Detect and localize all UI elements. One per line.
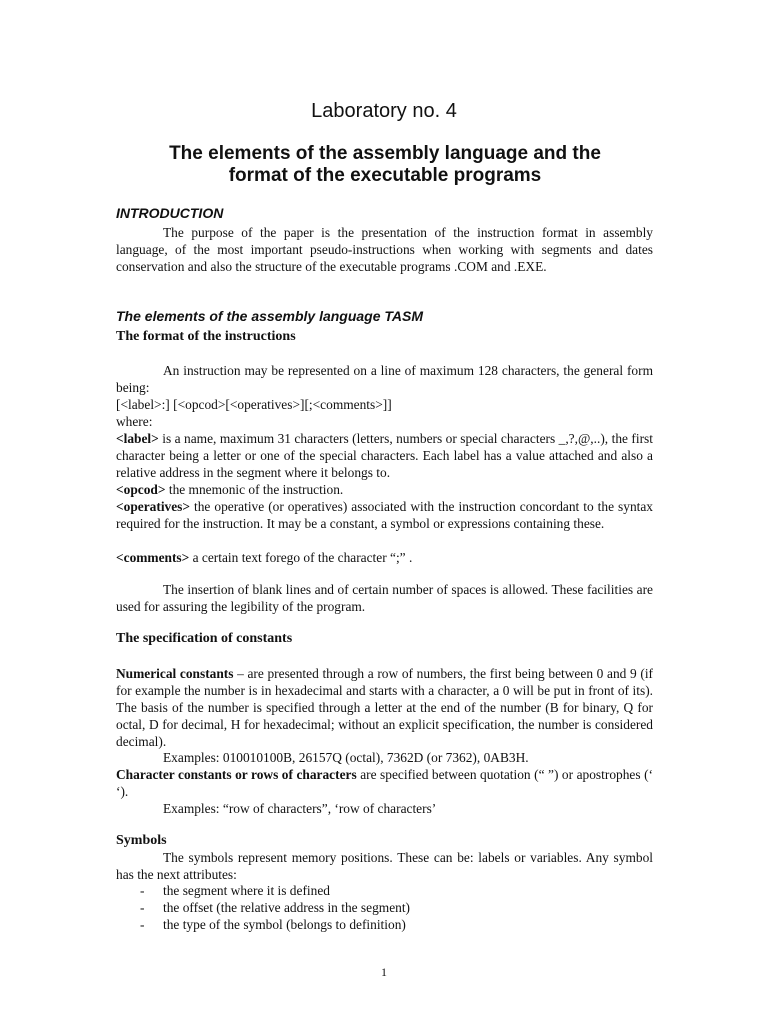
- comments-definition: [116, 549, 653, 566]
- label-definition: [116, 430, 653, 481]
- character-constants-paragraph: [116, 766, 653, 800]
- instruction-paragraph: An instruction may be represented on a line of maximum 128 characters, the general form being:: [116, 363, 653, 395]
- comments-term: <comments>: [116, 550, 190, 565]
- character-examples: Examples: “row of characters”, ‘row of characters’: [163, 801, 437, 816]
- subheading-constants: The specification of constants: [116, 631, 293, 646]
- operatives-description: the operative (or operatives) associated with the instruction concordant to the syntax required for the instruction. It may be a constant, a symbol or expressions containing these.: [116, 499, 653, 531]
- list-item: the type of the symbol (belongs to definition): [163, 917, 406, 932]
- intro-heading: INTRODUCTION: [116, 205, 224, 221]
- list-item: the segment where it is defined: [163, 883, 330, 898]
- page-number: 1: [381, 965, 387, 979]
- numerical-constants-term: Numerical constants: [116, 666, 234, 681]
- numerical-examples: Examples: 010010100B, 26157Q (octal), 7362D (or 7362), 0AB3H.: [163, 750, 529, 765]
- list-item: the offset (the relative address in the segment): [163, 900, 411, 915]
- document-subtitle: The elements of the assembly language and the format of the executable programs: [169, 143, 601, 186]
- symbols-paragraph: The symbols represent memory positions. These can be: labels or variables. Any symbol has the next attributes:: [116, 850, 653, 882]
- operatives-term: <operatives>: [116, 499, 191, 514]
- label-description: is a name, maximum 31 characters (letters, numbers or special characters _,?,@,..), the first character being a letter or one of the special characters. Each label has a value attached and also a relative address in the segment where it belongs to.: [116, 431, 653, 480]
- where-line: where:: [116, 414, 153, 429]
- opcod-term: <opcod>: [116, 482, 166, 497]
- opcod-description: the mnemonic of the instruction.: [165, 482, 344, 497]
- character-constants-description: are specified between quotation (“ ”) or apostrophes (‘ ‘).: [116, 767, 653, 799]
- subheading-instruction-format: The format of the instructions: [116, 329, 296, 344]
- operatives-definition: [116, 498, 653, 532]
- subheading-symbols: Symbols: [116, 833, 167, 848]
- character-constants-term: Character constants or rows of characters: [116, 767, 357, 782]
- blank-lines-paragraph: The insertion of blank lines and of certain number of spaces is allowed. These facilities are used for assuring the legibility of the program.: [116, 582, 653, 614]
- page-title: Laboratory no. 4: [311, 100, 457, 122]
- label-term: <label>: [116, 431, 159, 446]
- numerical-constants-paragraph: [116, 665, 653, 750]
- bullet-dash: -: [140, 883, 145, 898]
- bullet-dash: -: [140, 900, 145, 915]
- numerical-constants-description: – are presented through a row of numbers, the first being between 0 and 9 (if for example the number is in hexadecimal and starts with a character, a 0 will be put in front of its). The basis of the number is specified through a letter at the end of the number (B for binary, Q for octal, D for decimal, H for hexadecimal; without an explicit specification, the number is considered decimal).: [116, 666, 654, 749]
- intro-paragraph: The purpose of the paper is the presentation of the instruction format in assembly language, of the most important pseudo-instructions when working with segments and dates conservation and also the structure of the executable programs .COM and .EXE.: [116, 225, 653, 274]
- comments-description: a certain text forego of the character “;” .: [189, 550, 413, 565]
- section-heading-tasm: The elements of the assembly language TASM: [116, 308, 424, 324]
- opcod-definition: [116, 481, 653, 498]
- bullet-dash: -: [140, 917, 145, 932]
- general-form-line: [<label>:] [<opcod>[<operatives>][;<comments>]]: [116, 397, 392, 412]
